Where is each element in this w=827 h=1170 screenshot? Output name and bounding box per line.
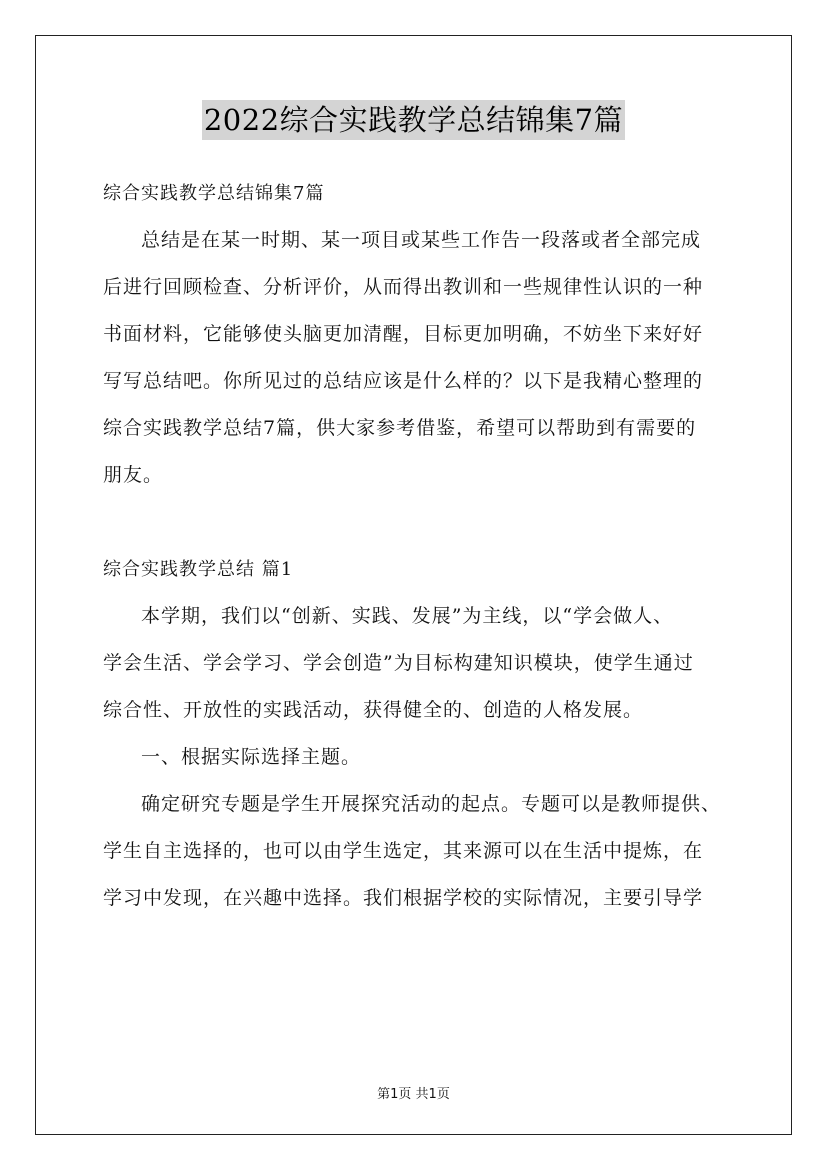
document-subtitle: 综合实践教学总结锦集7篇 xyxy=(103,183,325,204)
section-line: 学生自主选择的，也可以由学生选定，其来源可以在生活中提炼，在 xyxy=(103,840,704,862)
paragraph-spacer xyxy=(103,499,733,546)
section-line: 学习中发现，在兴趣中选择。我们根据学校的实际情况，主要引导学 xyxy=(103,887,704,909)
intro-line: 朋友。 xyxy=(103,464,164,486)
section-line: 综合性、开放性的实践活动，获得健全的、创造的人格发展。 xyxy=(103,699,644,721)
document-title: 2022综合实践教学总结锦集7篇 xyxy=(202,100,625,140)
section-point: 一、根据实际选择主题。 xyxy=(141,746,362,768)
section-heading: 综合实践教学总结 篇1 xyxy=(103,559,294,580)
section-line: 学会生活、学会学习、学会创造”为目标构建知识模块，使学生通过 xyxy=(103,652,694,674)
title-block xyxy=(0,100,827,140)
section-line: 本学期，我们以“创新、实践、发展”为主线，以“学会做人、 xyxy=(141,605,674,627)
intro-line: 写写总结吧。你所见过的总结应该是什么样的？以下是我精心整理的 xyxy=(103,370,704,392)
intro-line: 后进行回顾检查、分析评价，从而得出教训和一些规律性认识的一种 xyxy=(103,276,704,298)
document-body xyxy=(103,170,733,922)
intro-line: 书面材料，它能够使头脑更加清醒，目标更加明确，不妨坐下来好好 xyxy=(103,323,704,345)
intro-line: 综合实践教学总结7篇，供大家参考借鉴，希望可以帮助到有需要的 xyxy=(103,417,697,439)
page-footer: 第1页 共1页 xyxy=(377,1087,450,1102)
section-line: 确定研究专题是学生开展探究活动的起点。专题可以是教师提供、 xyxy=(141,793,722,815)
intro-line: 总结是在某一时期、某一项目或某些工作告一段落或者全部完成 xyxy=(141,229,702,251)
